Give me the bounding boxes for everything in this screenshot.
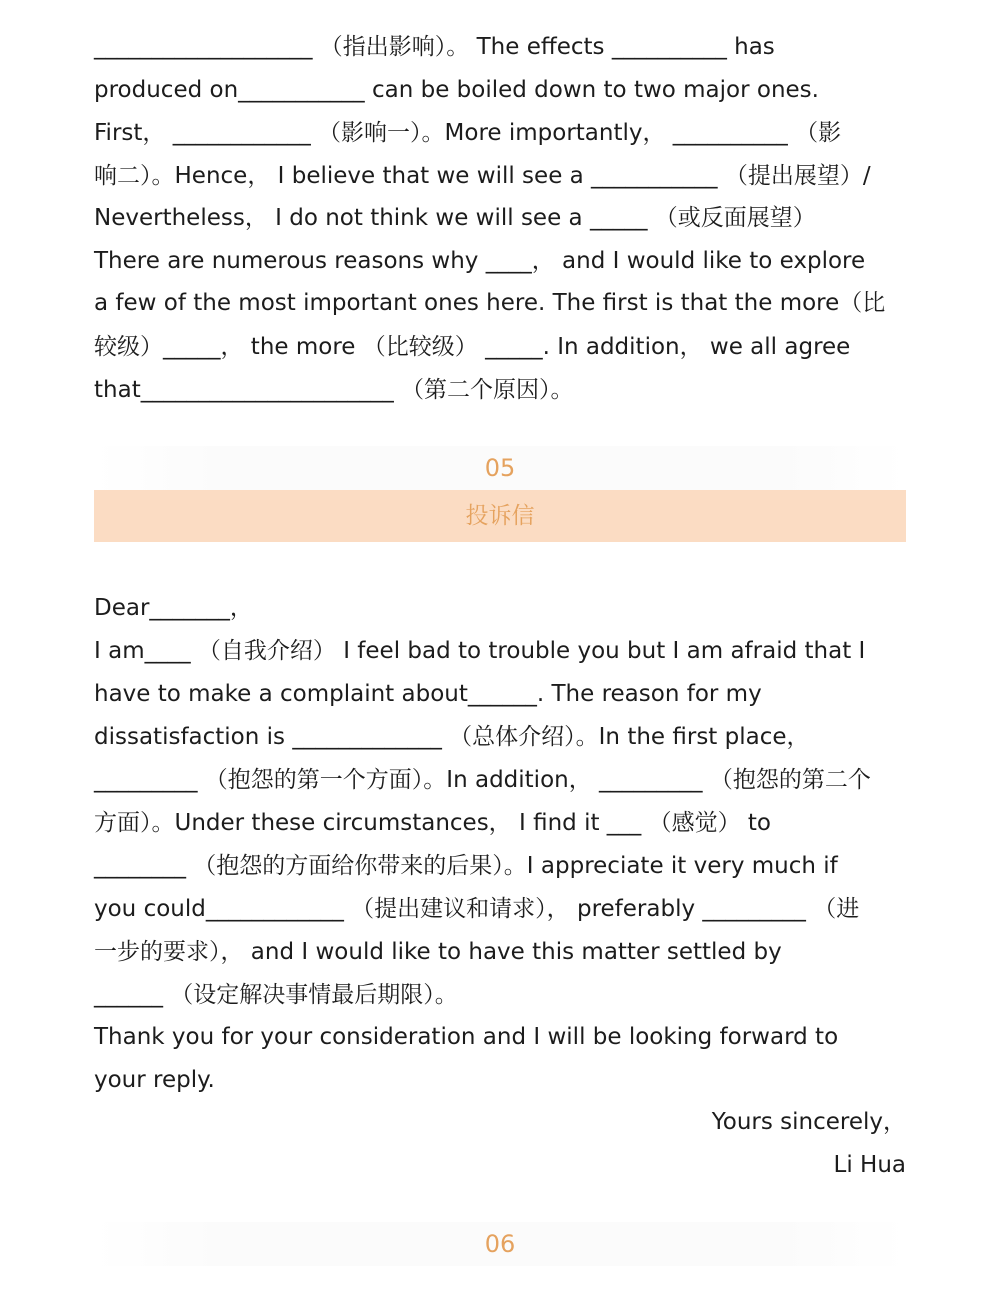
letter-line: your reply. — [94, 1067, 215, 1093]
section-title-bar — [94, 490, 906, 542]
letter-line: ________ （抱怨的方面给你带来的后果）。I appreciate it very much if — [94, 853, 838, 879]
section-number: 05 — [484, 454, 516, 482]
text-line: There are numerous reasons why ____， and I would like to explore — [94, 248, 866, 274]
text-line: produced on___________ can be boiled down to two major ones. — [94, 77, 819, 103]
text-line: First， ____________ （影响一）。More importantly， __________ （影 — [94, 120, 842, 146]
section-number: 06 — [484, 1230, 516, 1258]
letter-line: 一步的要求）， and I would like to have this matter settled by — [94, 939, 782, 965]
text-line: a few of the most important ones here. The first is that the more（比 — [94, 290, 886, 316]
letter-line: I am____ （自我介绍） I feel bad to trouble you but I am afraid that I — [94, 638, 866, 664]
text-line: ___________________ （指出影响）。 The effects __________ has — [94, 34, 775, 60]
text-line: that______________________ （第二个原因）。 — [94, 377, 574, 403]
letter-line: 方面）。Under these circumstances， I find it ___ （感觉） to — [94, 810, 771, 836]
letter-line: you could____________ （提出建议和请求）， preferably _________ （进 — [94, 896, 860, 922]
letter-line: Thank you for your consideration and I will be looking forward to — [94, 1024, 839, 1050]
letter-line: dissatisfaction is _____________ （总体介绍）。In the first place， — [94, 724, 810, 750]
letter-signature: Li Hua — [833, 1152, 906, 1178]
letter-line: Dear_______， — [94, 595, 253, 621]
letter-line: _________ （抱怨的第一个方面）。In addition， _________ （抱怨的第二个 — [94, 767, 871, 793]
letter-line: ______ （设定解决事情最后期限）。 — [94, 982, 458, 1008]
letter-closing: Yours sincerely， — [711, 1109, 906, 1135]
section-title: 投诉信 — [465, 503, 535, 529]
letter-line: have to make a complaint about______. The reason for my — [94, 681, 762, 707]
text-line: 响二）。Hence， I believe that we will see a ___________ （提出展望）/ — [94, 163, 871, 189]
text-line: Nevertheless， I do not think we will see a _____ （或反面展望） — [94, 205, 816, 231]
text-line: 较级）_____， the more （比较级） _____. In addition， we all agree — [94, 334, 851, 360]
